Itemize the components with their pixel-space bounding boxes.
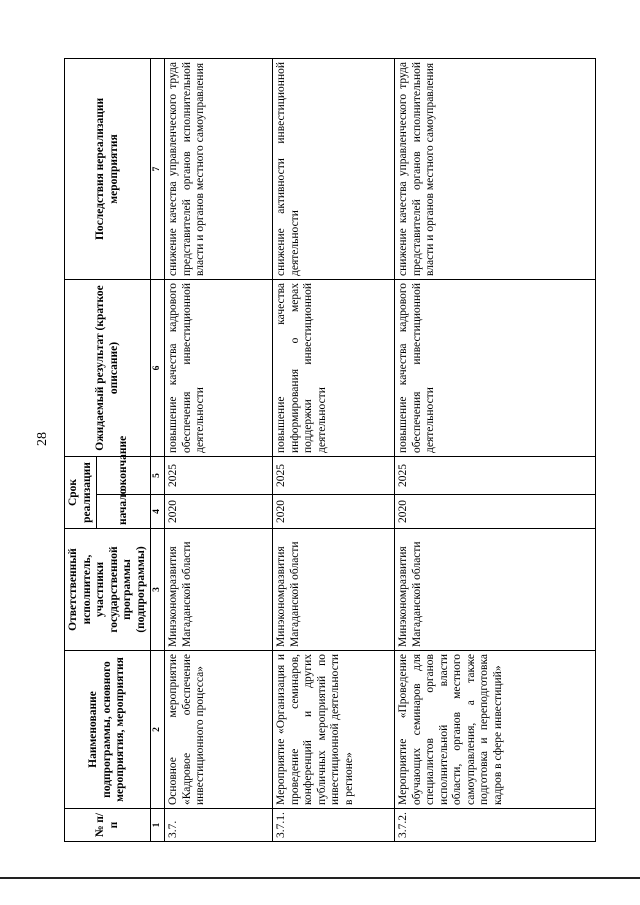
row-start: 2020 (165, 495, 273, 529)
col-number: 7 (151, 58, 165, 279)
row-num: 3.7.2. (395, 809, 596, 842)
page-number: 28 (35, 432, 50, 446)
bottom-rule (0, 877, 640, 879)
row-name: Мероприятие «Проведение обучающих семинаров для специалистов органов исполнительной власти области, органов местного самоуправления, а также подготовка и переподготовка кадров в сфере инвестиций» (395, 651, 596, 809)
col-number: 6 (151, 279, 165, 456)
row-name: Мероприятие «Организация и проведение семинаров, конференций и других публичных мероприятий по инвестиционной деятельности в регионе» (273, 651, 395, 809)
row-result: повышение качества кадрового обеспечения инвестиционной деятельности (395, 279, 596, 456)
row-end: 2025 (165, 456, 273, 494)
table-row (273, 58, 395, 841)
row-consequences: снижение качества управленческого труда представителей органов исполнительной власти и органов местного самоуправления (395, 58, 596, 279)
measures-table (64, 58, 596, 842)
row-consequences: снижение качества управленческого труда представителей органов исполнительной власти и органов местного самоуправления (165, 58, 273, 279)
col-number: 1 (151, 809, 165, 842)
row-start: 2020 (395, 495, 596, 529)
row-end: 2025 (273, 456, 395, 494)
header-period: Срок реализации (65, 456, 97, 528)
row-executor: Минэкономразвития Магаданской области (165, 529, 273, 651)
row-result: повышение качества кадрового обеспечения инвестиционной деятельности (165, 279, 273, 456)
row-num: 3.7.1. (273, 809, 395, 842)
header-row-1 (65, 58, 97, 841)
row-start: 2020 (273, 495, 395, 529)
header-result: Ожидаемый результат (краткое описание) (65, 279, 151, 456)
col-number: 5 (151, 456, 165, 494)
rotated-table-container (64, 59, 596, 842)
header-end: окончание (97, 456, 151, 494)
row-consequences: снижение активности инвестиционной деятельности (273, 58, 395, 279)
header-consequences: Последствия нереализации мероприятия (65, 58, 151, 279)
row-end: 2025 (395, 456, 596, 494)
column-numbers-row (151, 58, 165, 841)
col-number: 3 (151, 529, 165, 651)
row-name: Основное мероприятие «Кадровое обеспечение инвестиционного процесса» (165, 651, 273, 809)
header-num: № п/п (65, 809, 151, 842)
table-row (165, 58, 273, 841)
col-number: 4 (151, 495, 165, 529)
header-executor: Ответственный исполнитель, участники государственной программы (подпрограммы) (65, 529, 151, 651)
row-num: 3.7. (165, 809, 273, 842)
row-executor: Минэкономразвития Магаданской области (273, 529, 395, 651)
col-number: 2 (151, 651, 165, 809)
row-executor: Минэкономразвития Магаданской области (395, 529, 596, 651)
table-row (395, 58, 596, 841)
header-name: Наименование подпрограммы, основного мероприятия, мероприятия (65, 651, 151, 809)
row-result: повышение качества информирования о мерах поддержки инвестиционной деятельности (273, 279, 395, 456)
header-start: начало (97, 495, 151, 529)
